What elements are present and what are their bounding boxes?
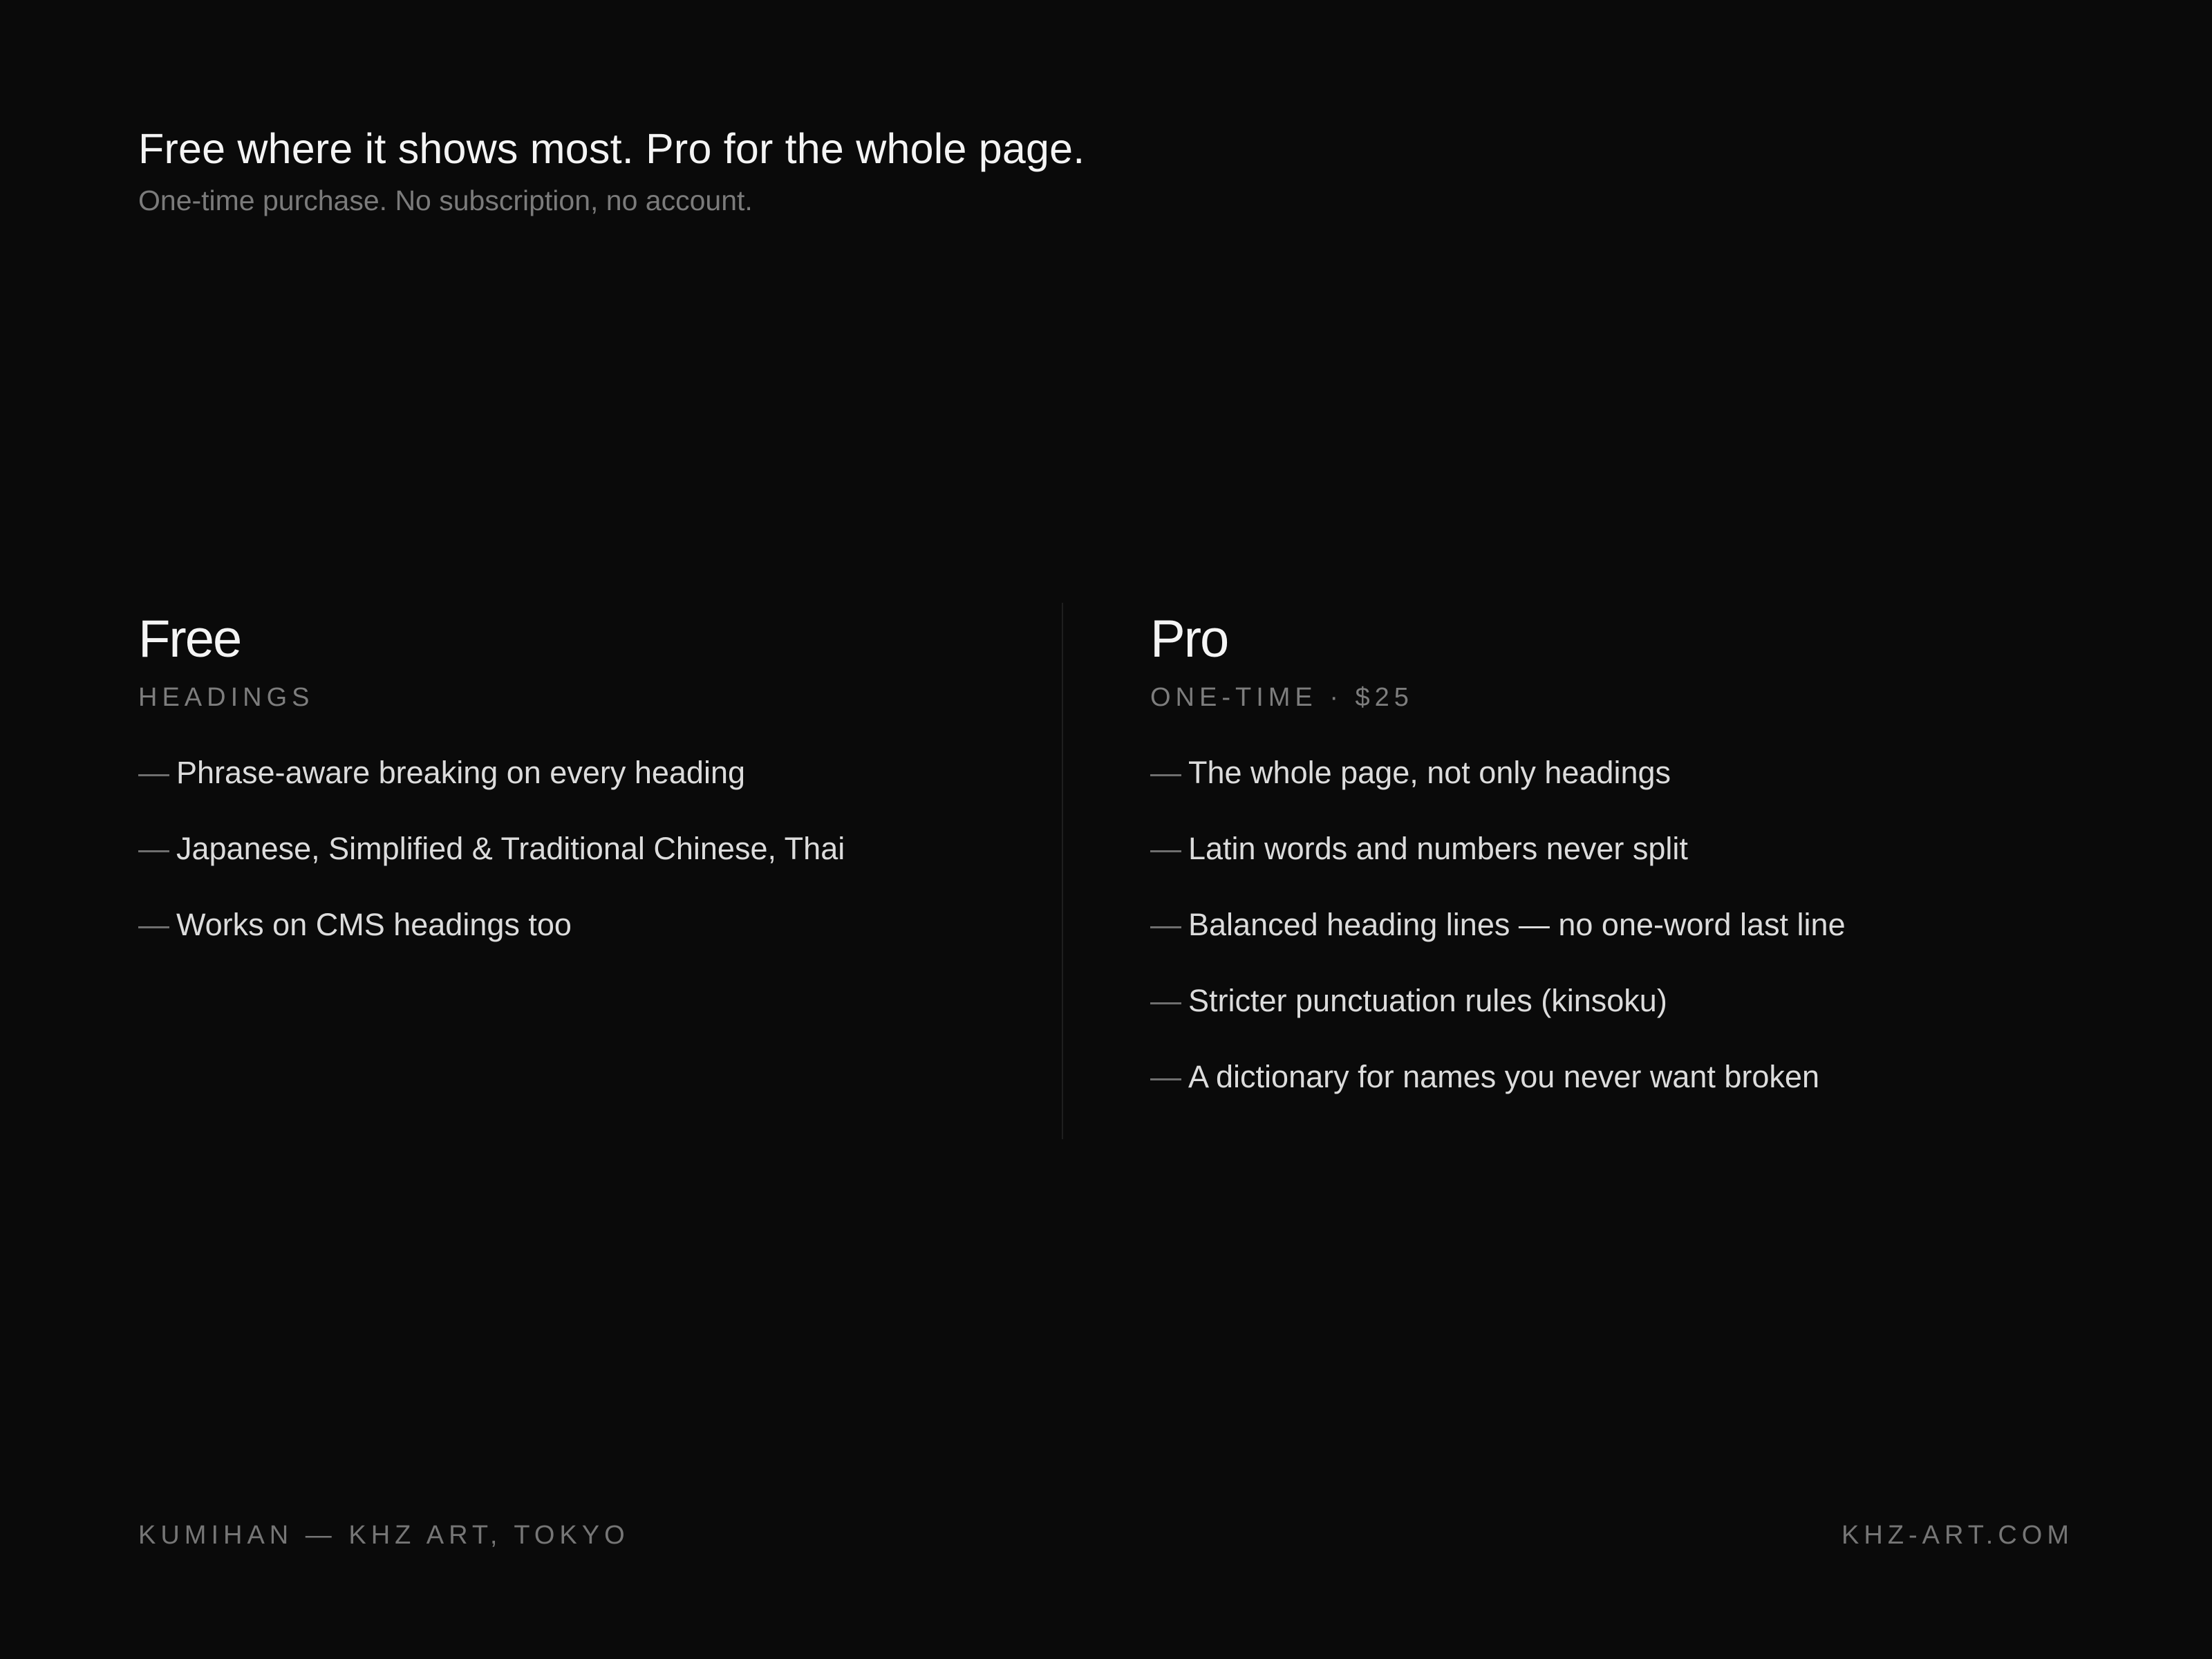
feature-text: The whole page, not only headings (1188, 755, 1671, 790)
plan-pro-label: ONE-TIME · $25 (1150, 683, 1414, 712)
plan-pro-name: Pro (1150, 610, 1228, 668)
feature-text: Japanese, Simplified & Traditional Chinese, Thai (176, 831, 845, 866)
footer-brand: KUMIHAN — KHZ ART, TOKYO (138, 1521, 630, 1550)
feature-item (138, 828, 1037, 870)
page-subline: One-time purchase. No subscription, no account. (138, 185, 753, 216)
feature-item (1150, 1056, 2049, 1098)
feature-text: Stricter punctuation rules (kinsoku) (1188, 983, 1667, 1018)
plan-pro-features (1150, 752, 2049, 1098)
dash-bullet: — (1150, 983, 1181, 1018)
feature-item (138, 752, 1037, 794)
page-header (138, 119, 2074, 221)
dash-bullet: — (138, 755, 169, 790)
dash-bullet: — (1150, 1059, 1181, 1094)
feature-text: Balanced heading lines — no one-word last line (1188, 907, 1846, 942)
page-headline: Free where it shows most. Pro for the whole page. (138, 125, 1085, 172)
plan-free (138, 603, 1037, 980)
dash-bullet: — (1150, 907, 1181, 942)
feature-item (1150, 828, 2049, 870)
feature-text: Works on CMS headings too (176, 907, 572, 942)
pricing-plans (138, 603, 2074, 1139)
footer-site-link[interactable]: KHZ-ART.COM (1841, 1521, 2074, 1550)
plan-free-features (138, 752, 1037, 946)
plan-free-name: Free (138, 610, 241, 668)
plan-free-label: HEADINGS (138, 683, 315, 712)
feature-item (138, 904, 1037, 946)
dash-bullet: — (138, 907, 169, 942)
feature-text: Latin words and numbers never split (1188, 831, 1688, 866)
dash-bullet: — (1150, 831, 1181, 866)
dash-bullet: — (138, 831, 169, 866)
feature-item (1150, 904, 2049, 946)
dash-bullet: — (1150, 755, 1181, 790)
plan-pro (1150, 603, 2049, 1132)
feature-item (1150, 980, 2049, 1022)
plans-divider (1062, 603, 1063, 1139)
feature-text: A dictionary for names you never want broken (1188, 1059, 1819, 1094)
feature-item (1150, 752, 2049, 794)
feature-text: Phrase-aware breaking on every heading (176, 755, 746, 790)
